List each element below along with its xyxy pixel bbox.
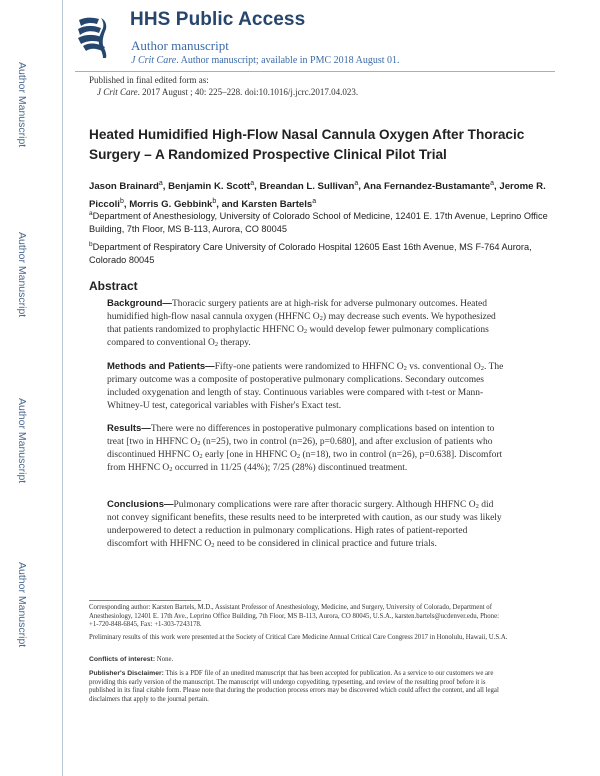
abstract-results [107, 422, 505, 475]
hhs-public-access-title: HHS Public Access [130, 9, 306, 30]
author-manuscript-subtitle: Author manuscript [131, 38, 229, 53]
section-lead: Background— [107, 298, 172, 309]
preliminary-results-note: Preliminary results of this work were presented at the Society of Critical Care Medicine Annual Critical Care Congress 2017 in Honolulu, Hawaii, U.S.A. [89, 634, 508, 641]
abstract-conclusions [107, 498, 505, 551]
subscript: 2 [480, 365, 484, 372]
subscript: 2 [296, 453, 301, 460]
disclaimer-label: Publisher's Disclaimer: [89, 670, 164, 677]
article-title: Heated Humidified High-Flow Nasal Cannula Oxygen After Thoracic Surgery – A Randomized Prospective Clinical Pilot Trial [89, 127, 525, 162]
sidebar-label: Author Manuscript [16, 398, 28, 484]
subscript: 2 [303, 328, 308, 335]
published-in-label: Published in final edited form as: [89, 75, 209, 85]
abstract-text: therapy. [218, 338, 251, 348]
abstract-heading: Abstract [89, 279, 138, 293]
affiliation-b [89, 238, 559, 267]
affiliation-mark: b [89, 241, 93, 248]
abstract-background [107, 297, 505, 350]
author-affiliation-mark: a [490, 180, 495, 187]
availability-text: . Author manuscript; available in PMC 2018 August 01. [176, 55, 400, 66]
abstract-text: need to be considered in clinical practice and future trials. [214, 539, 437, 549]
abstract-text: early [one in HHFNC O [202, 450, 297, 460]
author-affiliation-mark: a [354, 180, 359, 187]
sidebar-label: Author Manuscript [16, 232, 28, 318]
abstract-text: (n=25), two in control (n=26), p=0.680], and after exclusion of patients who discontinued HHFNC O [107, 437, 493, 460]
abstract-text: would develop fewer pulmonary complications compared to conventional O [107, 325, 489, 348]
abstract-text: Fifty-one patients were randomized to HHFNC O [214, 362, 404, 372]
author-name: Benjamin K. Scott [168, 181, 251, 193]
author-name: Morris G. Gebbink [129, 199, 213, 211]
header-divider [75, 71, 555, 72]
abstract-text: Pulmonary complications were rare after thoracic surgery. Although HHFNC O [173, 500, 476, 510]
abstract-text: (n=18), two in control (n=26), p=0.638]. Discomfort from HHFNC O [107, 450, 503, 473]
citation-text: . 2017 August ; 40: 225–228. doi:10.1016/j.jcrc.2017.04.023. [137, 87, 359, 97]
conflicts-note [89, 656, 509, 665]
abstract-text: vs. conventional O [406, 362, 481, 372]
author-affiliation-mark: a [158, 180, 163, 187]
author-name: Ana Fernandez-Bustamante [363, 181, 491, 193]
author-name: Breandan L. Sullivan [259, 181, 355, 193]
disclaimer-text: This is a PDF file of an unedited manuscript that has been accepted for publication. As a service to our customers we are providing this early version of the manuscript. The manuscript will undergo copyediting, typesetting, and review of the resulting proof before it is published in its final citable form. Please note that during the production process errors may be discovered which could affect the content, and all legal disclaimers that apply to the journal pertain. [89, 670, 499, 703]
author-name: Jerome R. Piccoli [89, 181, 546, 211]
affiliation-a [89, 207, 559, 236]
abstract-text: did not convey significant benefits, these results need to be interpreted with caution, as our study was likely underpowered to detect a reduction in pulmonary complications. High rates of patient-reported discomfort with HHFNC O [107, 500, 502, 549]
subscript: 2 [211, 542, 215, 549]
publisher-disclaimer [89, 670, 509, 704]
subscript: 2 [475, 503, 479, 510]
corresponding-author-note: Corresponding author: Karsten Bartels, M.D., Assistant Professor of Anesthesiology, Medicine, and Surgery, University of Colorado, Department of Anesthesiology, 12401 E. 17th Ave., Leprino Office Building, 7th Floor, MS B-113, Aurora, CO 80045, U.S.A., karsten.bartels@ucdenver.edu, Phone: +1-720-848-6845, Fax: +1-303-7243178. [89, 604, 499, 629]
abstract-text: . The primary outcome was a composite of postoperative pulmonary complications. Secondary outcomes included oxygenation and length of stay. Continuous variables were compared with t-test or Mann-Whitney-U test, categorical variables with Fisher's Exact test. [107, 362, 504, 411]
availability-line [131, 55, 400, 66]
author-manuscript-sidebar [0, 0, 63, 776]
footnote-divider [89, 600, 201, 601]
abstract-text: occurred in 11/25 (44%); 7/25 (28%) discontinued treatment. [172, 463, 408, 473]
sidebar-label: Author Manuscript [16, 62, 28, 148]
citation-journal: J Crit Care [97, 87, 138, 97]
author-affiliation-mark: b [212, 198, 217, 206]
section-lead: Results— [107, 423, 151, 434]
subscript: 2 [403, 365, 407, 372]
journal-abbrev: J Crit Care [131, 55, 177, 66]
citation-line [97, 87, 358, 97]
subscript: 2 [199, 453, 203, 460]
author-list: Jason Brainard$^a$, Benjamin K. Scott$^a$, Breandan L. Sullivan$^a$, Ana Fernandez-Bustamante$^a$, Jerome R. Piccoli$^b$, Morris G. Gebbink$^b$, and Karsten Bartels$^a$ [89, 180, 546, 211]
author-affiliation-mark: a [250, 180, 255, 187]
subscript: 2 [319, 315, 323, 322]
author-name: Jason Brainard [89, 181, 159, 193]
affiliation-text: Department of Anesthesiology, University of Colorado School of Medicine, 12401 E. 17th Avenue, Leprino Office Building, 7th Floor, MS B-113, Aurora, CO 80045 [89, 211, 548, 235]
section-lead: Methods and Patients— [107, 361, 215, 372]
author-affiliation-mark: b [119, 198, 124, 206]
author-name: Karsten Bartels [241, 199, 313, 211]
author-affiliation-mark: a [312, 198, 317, 206]
affiliation-mark: a [89, 210, 93, 217]
conflicts-text: None. [155, 656, 174, 663]
subscript: 2 [169, 466, 173, 473]
abstract-text: ) may decrease such events. We hypothesized that patients randomized to prophylactic HHFNC O [107, 312, 496, 335]
subscript: 2 [214, 341, 219, 348]
abstract-text: There were no differences in postoperative pulmonary complications based on intention to treat [two in HHFNC O [107, 424, 495, 447]
sidebar-label: Author Manuscript [16, 562, 28, 648]
affiliation-text: Department of Respiratory Care University of Colorado Hospital 12605 East 16th Avenue, MS F-764 Aurora, Colorado 80045 [89, 242, 532, 266]
subscript: 2 [197, 440, 201, 447]
section-lead: Conclusions— [107, 499, 174, 510]
hhs-eagle-logo-icon [75, 14, 109, 60]
abstract-text: Thoracic surgery patients are at high-risk for adverse pulmonary outcomes. Heated humidified high-flow nasal cannula oxygen (HHFNC O [107, 299, 487, 322]
abstract-methods [107, 360, 505, 413]
conflicts-label: Conflicts of interest: [89, 656, 156, 663]
